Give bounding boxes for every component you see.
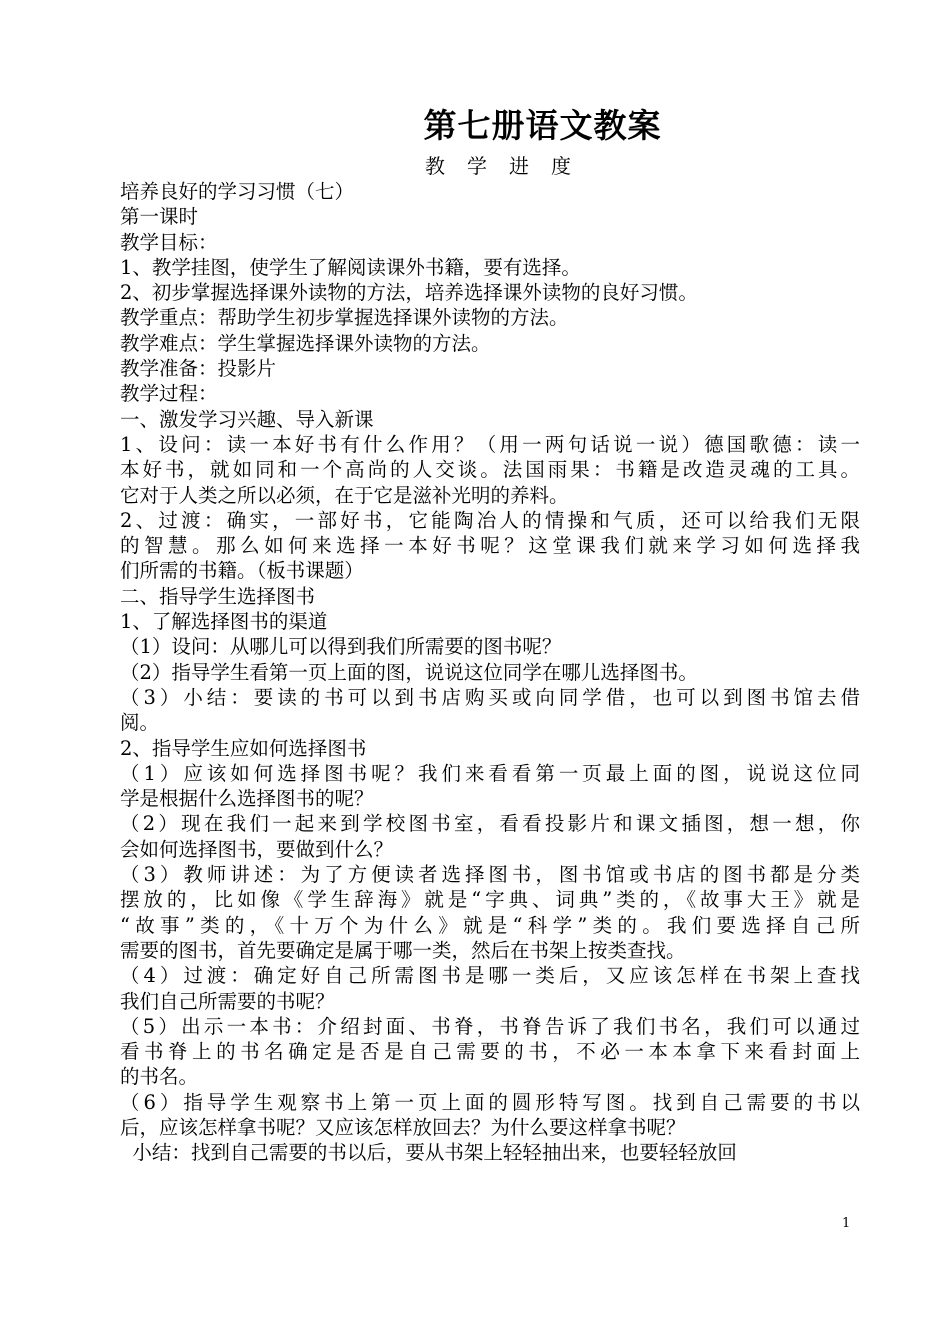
text-line: 需要的图书，首先要确定是属于哪一类，然后在书架上按类查找。 [120, 938, 686, 962]
text-line: （1）应该如何选择图书呢？我们来看看第一页最上面的图，说说这位同 [120, 761, 860, 785]
text-line: 2、过渡：确实，一部好书，它能陶冶人的情操和气质，还可以给我们无限 [120, 508, 860, 532]
lesson-plan-body [120, 179, 860, 1166]
text-line: 看书脊上的书名确定是否是自己需要的书，不必一本本拿下来看封面上 [120, 1040, 860, 1064]
text-line: 的智慧。那么如何来选择一本好书呢？这堂课我们就来学习如何选择我 [120, 534, 860, 558]
text-line: 学是根据什么选择图书的呢？ [120, 787, 374, 811]
text-line: 摆放的，比如像《学生辞海》就是“字典、词典”类的，《故事大王》就是 [120, 888, 860, 912]
text-line: 1、教学挂图，使学生了解阅读课外书籍，要有选择。 [120, 255, 581, 279]
text-line: 教学重点：帮助学生初步掌握选择课外读物的方法。 [120, 306, 569, 330]
text-line: 我们自己所需要的书呢？ [120, 989, 335, 1013]
text-line: 第一课时 [120, 205, 199, 229]
text-line: 1、设问：读一本好书有什么作用？（用一两句话说一说）德国歌德：读一 [120, 432, 860, 456]
text-line: 会如何选择图书，要做到什么？ [120, 837, 394, 861]
text-line: 教学过程： [120, 382, 218, 406]
text-line: （5）出示一本书：介绍封面、书脊，书脊告诉了我们书名，我们可以通过 [120, 1014, 860, 1038]
document-title: 第七册语文教案 [423, 106, 662, 145]
text-line: 后，应该怎样拿书呢？又应该怎样放回去？为什么要这样拿书呢？ [120, 1115, 686, 1139]
text-line: （6）指导学生观察书上第一页上面的圆形特写图。找到自己需要的书以 [120, 1090, 860, 1114]
text-line: 培养良好的学习习惯（七） [120, 180, 355, 203]
text-line: 的书名。 [120, 1065, 199, 1089]
text-line: 教学难点：学生掌握选择课外读物的方法。 [120, 331, 491, 355]
text-line: （3）小结：要读的书可以到书店购买或向同学借，也可以到图书馆去借 [120, 685, 860, 709]
text-line: 二、指导学生选择图书 [120, 584, 316, 608]
text-line: （4）过渡：确定好自己所需图书是哪一类后，又应该怎样在书架上查找 [120, 964, 860, 988]
text-line: 1、了解选择图书的渠道 [120, 610, 328, 634]
text-line: 阅。 [120, 711, 160, 735]
text-line: 2、初步掌握选择课外读物的方法，培养选择课外读物的良好习惯。 [120, 281, 698, 305]
text-line: （2）指导学生看第一页上面的图，说说这位同学在哪儿选择图书。 [120, 660, 698, 684]
text-line: （3）教师讲述：为了方便读者选择图书，图书馆或书店的图书都是分类 [120, 863, 860, 887]
text-line: “故事”类的，《十万个为什么》就是“科学”类的。我们要选择自己所 [120, 913, 860, 937]
text-line: 2、指导学生应如何选择图书 [120, 736, 367, 760]
text-line: （2）现在我们一起来到学校图书室，看看投影片和课文插图，想一想，你 [120, 812, 860, 836]
text-line: 教学准备：投影片 [120, 357, 277, 381]
text-line: 教学目标： [120, 230, 218, 254]
page-number: 1 [842, 1216, 851, 1231]
text-line: 一、激发学习兴趣、导入新课 [120, 407, 374, 431]
text-line: 小结：找到自己需要的书以后，要从书架上轻轻抽出来，也要轻轻放回 [120, 1141, 737, 1165]
text-line: 们所需的书籍。（板书课题） [120, 559, 364, 583]
text-line: 它对于人类之所以必须，在于它是滋补光明的养料。 [120, 483, 569, 507]
document-subtitle: 教学进度 [425, 154, 593, 178]
text-line: 本好书，就如同和一个高尚的人交谈。法国雨果：书籍是改造灵魂的工具。 [120, 458, 860, 482]
text-line: （1）设问：从哪儿可以得到我们所需要的图书呢？ [120, 635, 562, 659]
